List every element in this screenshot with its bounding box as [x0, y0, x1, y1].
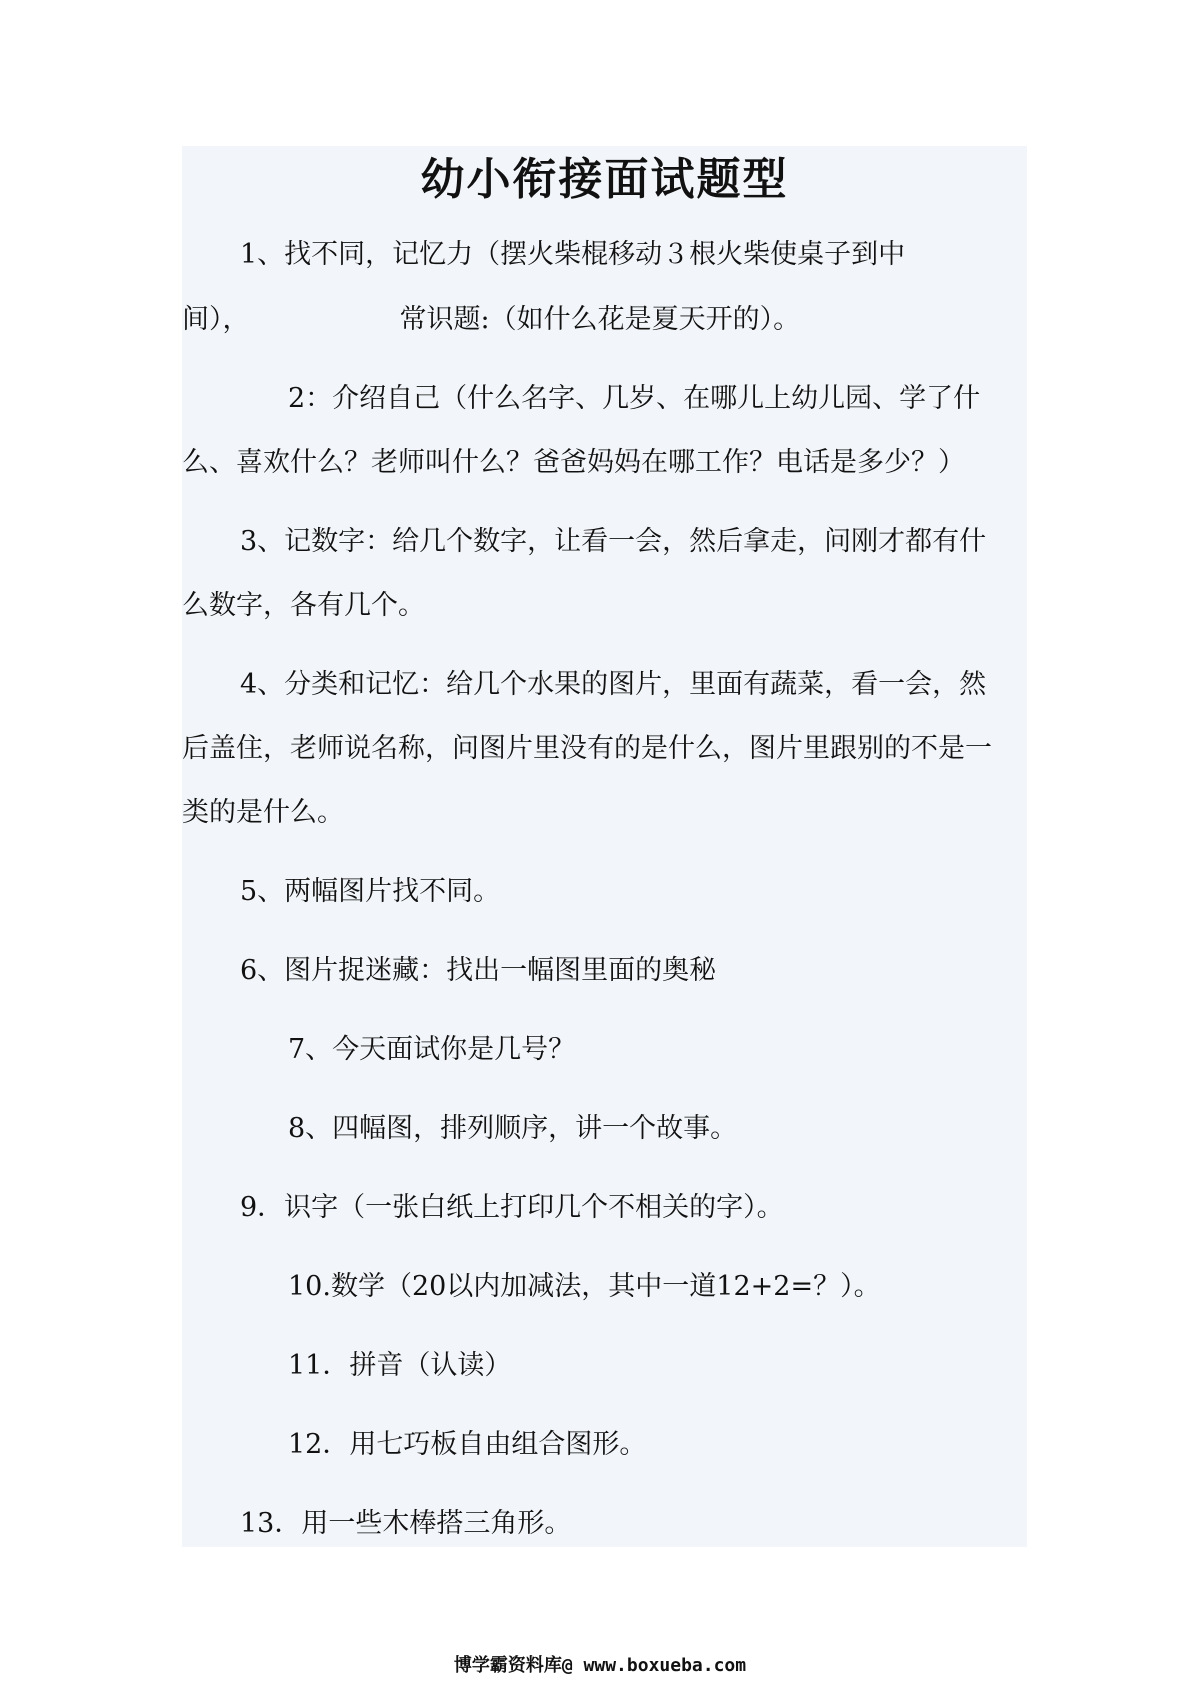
item-7: 7、今天面试你是几号？: [288, 1034, 576, 1065]
item-4-line-3: 类的是什么。: [182, 797, 344, 828]
item-10: 10.数学（20以内加减法，其中一道12+2=？）。: [288, 1271, 881, 1302]
item-3-line-1: 3、记数字：给几个数字，让看一会，然后拿走，问刚才都有什: [240, 526, 987, 557]
footer-watermark: 博学霸资料库@ www.boxueba.com: [453, 1655, 747, 1676]
item-1-line-1: 1、找不同，记忆力（摆火柴棍移动３根火柴使桌子到中: [240, 239, 906, 270]
item-13: 13．用一些木棒搭三角形。: [240, 1508, 572, 1539]
item-2-line-2: 么、喜欢什么？老师叫什么？爸爸妈妈在哪工作？电话是多少？）: [182, 447, 965, 478]
item-1-common-sense: 常识题:（如什么花是夏天开的）。: [399, 304, 801, 335]
item-4-line-1: 4、分类和记忆：给几个水果的图片，里面有蔬菜，看一会，然: [240, 669, 987, 700]
item-11: 11．拼音（认读）: [288, 1350, 512, 1381]
item-1-line-2: [182, 302, 800, 338]
item-3-line-2: 么数字，各有几个。: [182, 590, 425, 621]
item-5: 5、两幅图片找不同。: [240, 876, 501, 907]
item-6: 6、图片捉迷藏：找出一幅图里面的奥秘: [240, 955, 717, 986]
item-2-line-1: 2：介绍自己（什么名字、几岁、在哪儿上幼儿园、学了什: [288, 383, 981, 414]
item-8: 8、四幅图，排列顺序，讲一个故事。: [288, 1113, 738, 1144]
item-12: 12．用七巧板自由组合图形。: [288, 1429, 647, 1460]
page-title: 幼小衔接面试题型: [420, 154, 789, 205]
item-4-line-2: 后盖住，老师说名称，问图片里没有的是什么，图片里跟别的不是一: [182, 733, 992, 764]
document-panel: [182, 146, 1027, 1547]
item-1-line-2-start: 间），: [182, 304, 250, 335]
item-9: 9．识字（一张白纸上打印几个不相关的字）。: [240, 1192, 784, 1223]
